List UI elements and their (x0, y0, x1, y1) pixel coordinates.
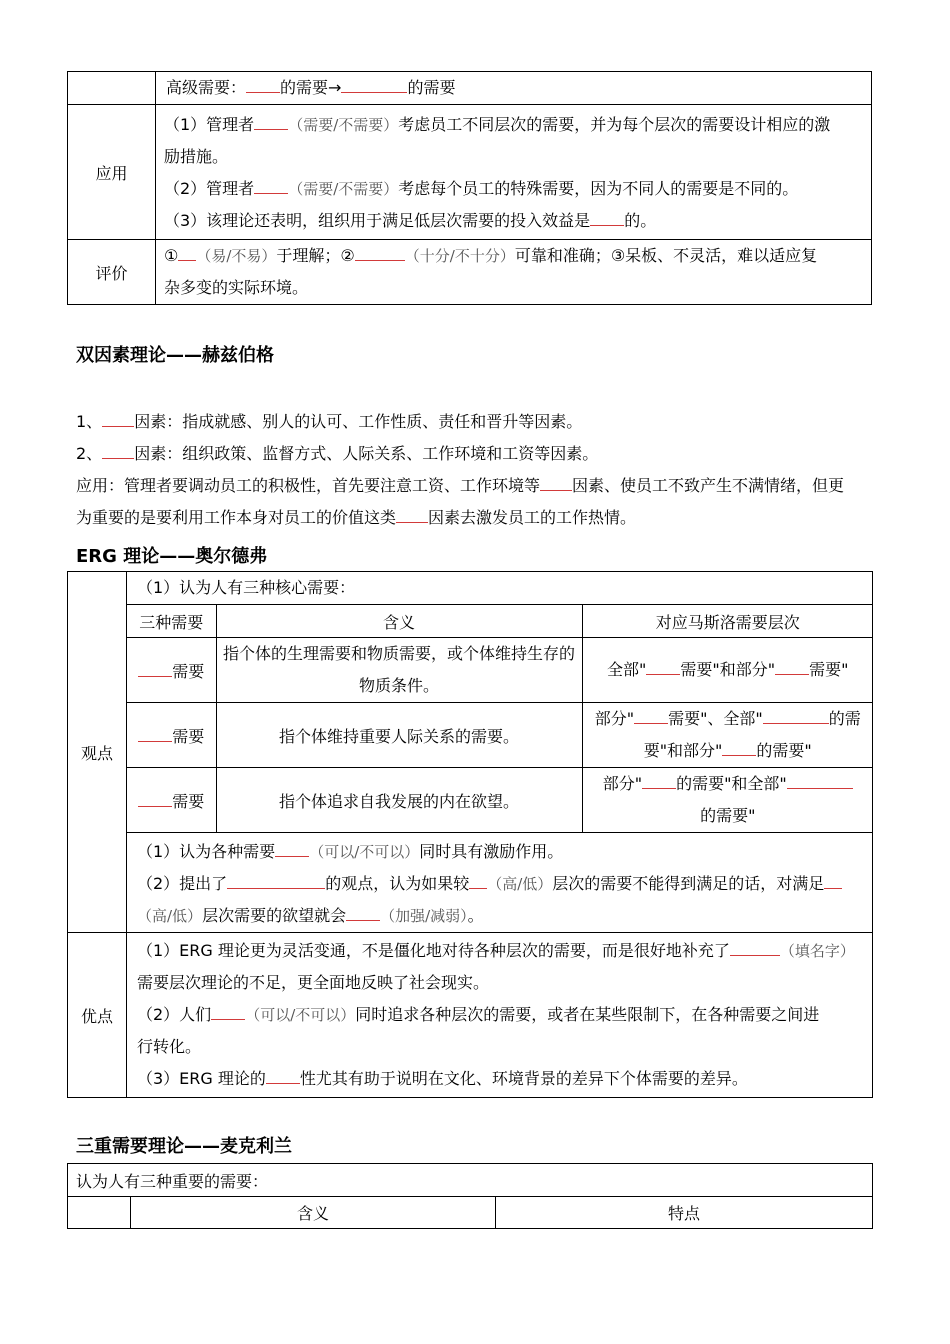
answer-blank[interactable] (730, 941, 780, 956)
answer-blank[interactable] (346, 906, 380, 921)
answer-blank[interactable] (341, 78, 407, 93)
answer-blank[interactable] (178, 246, 196, 261)
answer-blank[interactable] (138, 662, 172, 677)
answer-blank[interactable] (540, 476, 572, 491)
high-need-row: 高级需要： 的需要→ 的需要 (156, 72, 872, 105)
view-cell (127, 572, 873, 933)
col-header-maslow: 对应马斯洛需要层次 (582, 605, 873, 638)
answer-blank[interactable] (646, 660, 680, 675)
herzberg-apply-2: 为重要的是要利用工作本身对员工的价值这类 因素去激发员工的工作热情。 (76, 508, 637, 527)
answer-blank[interactable] (775, 660, 809, 675)
answer-blank[interactable] (469, 874, 487, 889)
answer-blank[interactable] (275, 842, 309, 857)
maslow-cell: 全部" 需要"和部分" 需要" (582, 638, 873, 703)
answer-blank[interactable] (227, 874, 325, 889)
answer-blank[interactable] (102, 444, 134, 459)
answer-blank[interactable] (138, 727, 172, 742)
col-header-meaning: 含义 (216, 605, 582, 638)
answer-blank[interactable] (246, 78, 280, 93)
apply-cell: （1）管理者 （需要/不需要）考虑员工不同层次的需要，并为每个层次的需要设计相应的激 励措施。 （2）管理者 （需要/不需要）考虑每个员工的特殊需要，因为不同人的需要是不同的。 （3）该理论还表明，组织用于满足低层次需要的投入效益是 的。 (156, 105, 872, 240)
meaning-cell: 指个体追求自我发展的内在欲望。 (216, 768, 582, 833)
eval-label: 评价 (68, 240, 156, 305)
erg-table (67, 571, 873, 1098)
mcclelland-table (67, 1163, 873, 1229)
col-header-needs: 三种需要 (127, 605, 216, 638)
answer-blank[interactable] (355, 246, 405, 261)
empty-cell (68, 1197, 131, 1229)
erg-needs-table (127, 604, 873, 833)
erg-intro: （1）认为人有三种核心需要： (137, 578, 356, 597)
view-label: 观点 (68, 572, 127, 933)
need-cell: 需要 (127, 768, 216, 833)
adv-label: 优点 (68, 933, 127, 1098)
answer-blank[interactable] (634, 709, 668, 724)
herzberg-line-2: 2、 因素：组织政策、监督方式、人际关系、工作环境和工资等因素。 (76, 444, 599, 463)
mcclelland-intro: 认为人有三种重要的需要： (68, 1164, 873, 1197)
erg-points: （1）认为各种需要 （可以/不可以）同时具有激励作用。 （2）提出了 的观点，认为如果较 （高/低）层次的需要不能得到满足的话，对满足 （高/低）层次需要的欲望就会 （加强/减弱）。 (127, 833, 872, 932)
herzberg-title: 双因素理论——赫兹伯格 (76, 345, 274, 366)
answer-blank[interactable] (254, 115, 288, 130)
answer-blank[interactable] (254, 179, 288, 194)
answer-blank[interactable] (824, 874, 842, 889)
answer-blank[interactable] (138, 792, 172, 807)
answer-blank[interactable] (266, 1069, 300, 1084)
adv-cell: （1）ERG 理论更为灵活变通，不是僵化地对待各种层次的需要，而是很好地补充了 （填名字） 需要层次理论的不足，更全面地反映了社会现实。 （2）人们 （可以/不可以）同时追求各种层次的需要，或者在某些限制下，在各种需要之间进 行转化。 （3）ERG 理论的 性尤其有助于说明在文化、环境背景的差异下个体需要的差异。 (127, 933, 873, 1098)
apply-label: 应用 (68, 105, 156, 240)
need-cell: 需要 (127, 703, 216, 768)
answer-blank[interactable] (763, 709, 829, 724)
meaning-cell: 指个体的生理需要和物质需要，或个体维持生存的物质条件。 (216, 638, 582, 703)
herzberg-apply-1: 应用：管理者要调动员工的积极性，首先要注意工资、工作环境等 因素、使员工不致产生不满情绪，但更 (76, 476, 845, 495)
maslow-cell: 部分" 需要"、全部" 的需 要"和部分" 的需要" (582, 703, 873, 768)
empty-cell (68, 72, 156, 105)
eval-cell: ① （易/不易）于理解；② （十分/不十分）可靠和准确；③呆板、不灵活，难以适应复 杂多变的实际环境。 (156, 240, 872, 305)
need-cell: 需要 (127, 638, 216, 703)
herzberg-line-1: 1、 因素：指成就感、别人的认可、工作性质、责任和晋升等因素。 (76, 412, 583, 431)
maslow-cell: 部分" 的需要"和全部" 的需要" (582, 768, 873, 833)
mcclelland-title: 三重需要理论——麦克利兰 (76, 1136, 292, 1157)
answer-blank[interactable] (102, 412, 134, 427)
answer-blank[interactable] (722, 741, 756, 756)
erg-title: ERG 理论——奥尔德弗 (76, 546, 268, 567)
answer-blank[interactable] (787, 774, 853, 789)
col-header-feature: 特点 (496, 1197, 873, 1229)
answer-blank[interactable] (211, 1005, 245, 1020)
col-header-meaning: 含义 (131, 1197, 496, 1229)
answer-blank[interactable] (642, 774, 676, 789)
maslow-table (67, 71, 872, 305)
answer-blank[interactable] (396, 508, 428, 523)
meaning-cell: 指个体维持重要人际关系的需要。 (216, 703, 582, 768)
answer-blank[interactable] (590, 211, 624, 226)
